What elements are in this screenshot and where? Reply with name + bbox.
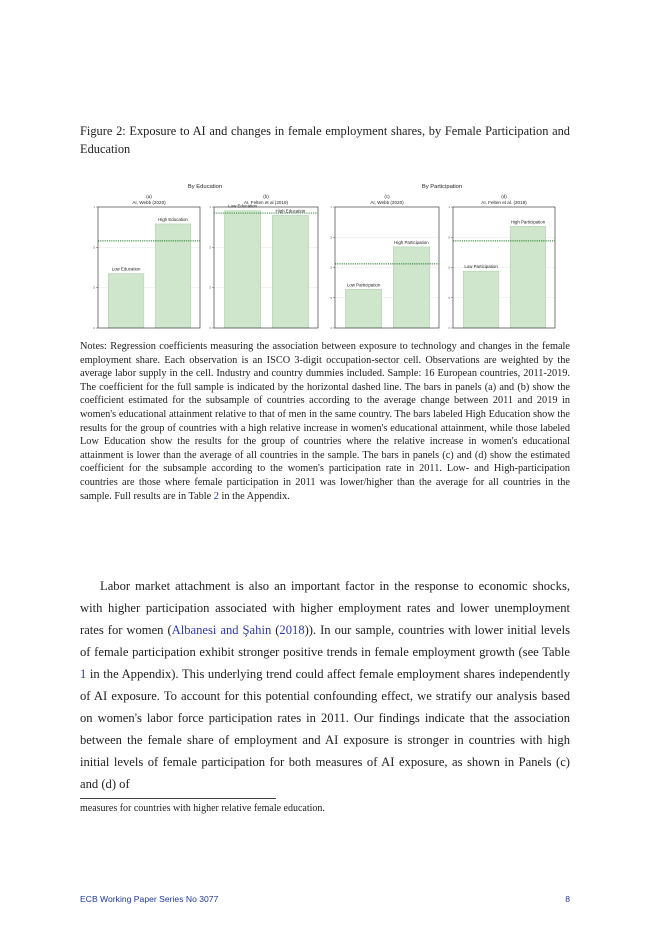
citation-year-link[interactable]: 2018: [279, 623, 305, 637]
y-tick-label: .5: [447, 296, 450, 300]
y-tick-label: .5: [208, 286, 211, 290]
bar-high-education: [272, 215, 308, 328]
bar-high-participation: [393, 247, 429, 328]
body-text-3: in the Appendix). This underlying trend could affect female employment shares independently of AI exposure. To account for this potential confounding effect, we stratify our analysis based on women's labor force participation rates in 2011. Our findings indicate that the association between the female share of employment and AI exposure is stronger in countries with high initial levels of female participation for both measures of AI exposure, as shown in Panels (c) and (d) of: [80, 667, 570, 791]
y-tick-label: .5: [329, 266, 332, 270]
y-tick-label: 1: [209, 206, 211, 209]
citation-authors-link[interactable]: Albanesi and Şahin: [171, 623, 272, 637]
panel-subtitle: AI, Webb (2020): [370, 200, 404, 205]
y-tick-label: 1: [330, 206, 332, 209]
y-tick-label: .5: [447, 266, 450, 270]
table-2-link[interactable]: 2: [213, 490, 219, 502]
figure-notes: [80, 340, 570, 503]
notes-tail: in the Appendix.: [218, 490, 290, 502]
body-text-2: )). In our sample, countries with lower initial levels of female participation exhibit stronger positive trends in female employment growth (see Table: [80, 623, 571, 659]
bar-label: Low Participation: [464, 264, 498, 270]
bar-low-education: [108, 274, 144, 328]
bar-label: High Education: [158, 216, 188, 222]
table-1-link[interactable]: 1: [80, 667, 87, 681]
panel-subtitle: AI, Felten et al. (2019): [481, 200, 527, 205]
bar-label: Low Education: [228, 203, 258, 209]
y-tick-label: 0: [209, 327, 211, 330]
footer-series: ECB Working Paper Series No 3077: [80, 894, 219, 904]
y-tick-label: .5: [92, 246, 95, 250]
y-tick-label: 0: [93, 327, 95, 330]
figure-caption: Figure 2: Exposure to AI and changes in female employment shares, by Female Participation and Education: [80, 124, 570, 156]
panel-label: (d): [501, 194, 507, 199]
group-title-education: By Education: [187, 184, 223, 190]
y-tick-label: 0: [448, 327, 450, 330]
bar-high-participation: [510, 226, 546, 328]
footnote: measures for countries with higher relative female education.: [80, 803, 325, 814]
body-paragraph: [80, 575, 570, 795]
panel-label: (c): [384, 194, 390, 199]
body-text-1b: (: [271, 623, 280, 637]
panel-label: (b): [263, 194, 269, 199]
group-title-participation: By Participation: [421, 184, 463, 190]
panel-subtitle: AI, Felten et al (2019): [243, 200, 289, 205]
y-tick-label: .5: [447, 236, 450, 240]
bar-label: High Participation: [510, 219, 546, 225]
bar-low-participation: [345, 289, 381, 328]
figure-2: [80, 178, 570, 338]
bar-low-education: [224, 211, 260, 328]
y-tick-label: 0: [330, 327, 332, 330]
y-tick-label: 1: [93, 206, 95, 209]
y-tick-label: .5: [208, 246, 211, 250]
bar-low-participation: [463, 271, 499, 328]
y-tick-label: .5: [92, 286, 95, 290]
y-tick-label: .5: [329, 236, 332, 240]
panel-subtitle: AI, Webb (2020): [132, 200, 166, 205]
bar-label: High Participation: [394, 239, 429, 245]
bar-label: High Education: [275, 208, 306, 214]
bar-high-education: [155, 224, 191, 328]
y-tick-label: 1: [448, 206, 450, 209]
footnote-rule: [80, 798, 276, 799]
panel-label: (a): [146, 194, 152, 199]
notes-text: Notes: Regression coefficients measuring the association between exposure to technology and changes in the female employment share. Each observation is an ISCO 3-digit occupation-sector cell. Observations are weighted by the average labor supply in the cell. Industry and country dummies included. Sample: 16 European countries, 2011-2019. The coefficient for the full sample is indicated by the horizontal dashed line. The bars in panels (a) and (b) show the coefficient estimated for the subsample of countries according to the average change between 2011 and 2019 in women's educational attainment relative to that of men in the same country. The bars labeled High Education show the results for the group of countries with a high relative increase in women's educational attainment, while those labeled Low Education show the results for the group of countries where the relative increase in women's educational attainment is lower than the average of all countries in the sample. The bars in panels (c) and (d) show the estimated coefficient for the subsample according to the women's participation rate in 2011. Low- and High-participation countries are those where female participation in 2011 was lower/higher than the average for all countries in the sample. Full results are in Table: [80, 341, 570, 502]
bar-label: Low Education: [111, 266, 141, 272]
body-text-1: Labor market attachment is also an important factor in the response to economic shocks, with higher participation associated with higher employment rates and lower unemployment rates for women (: [80, 579, 570, 637]
page-footer: [80, 894, 570, 904]
bar-label: Low Participation: [346, 282, 381, 288]
figure-2-chart: [80, 178, 570, 338]
y-tick-label: .5: [329, 296, 332, 300]
page-number: 8: [565, 894, 570, 904]
